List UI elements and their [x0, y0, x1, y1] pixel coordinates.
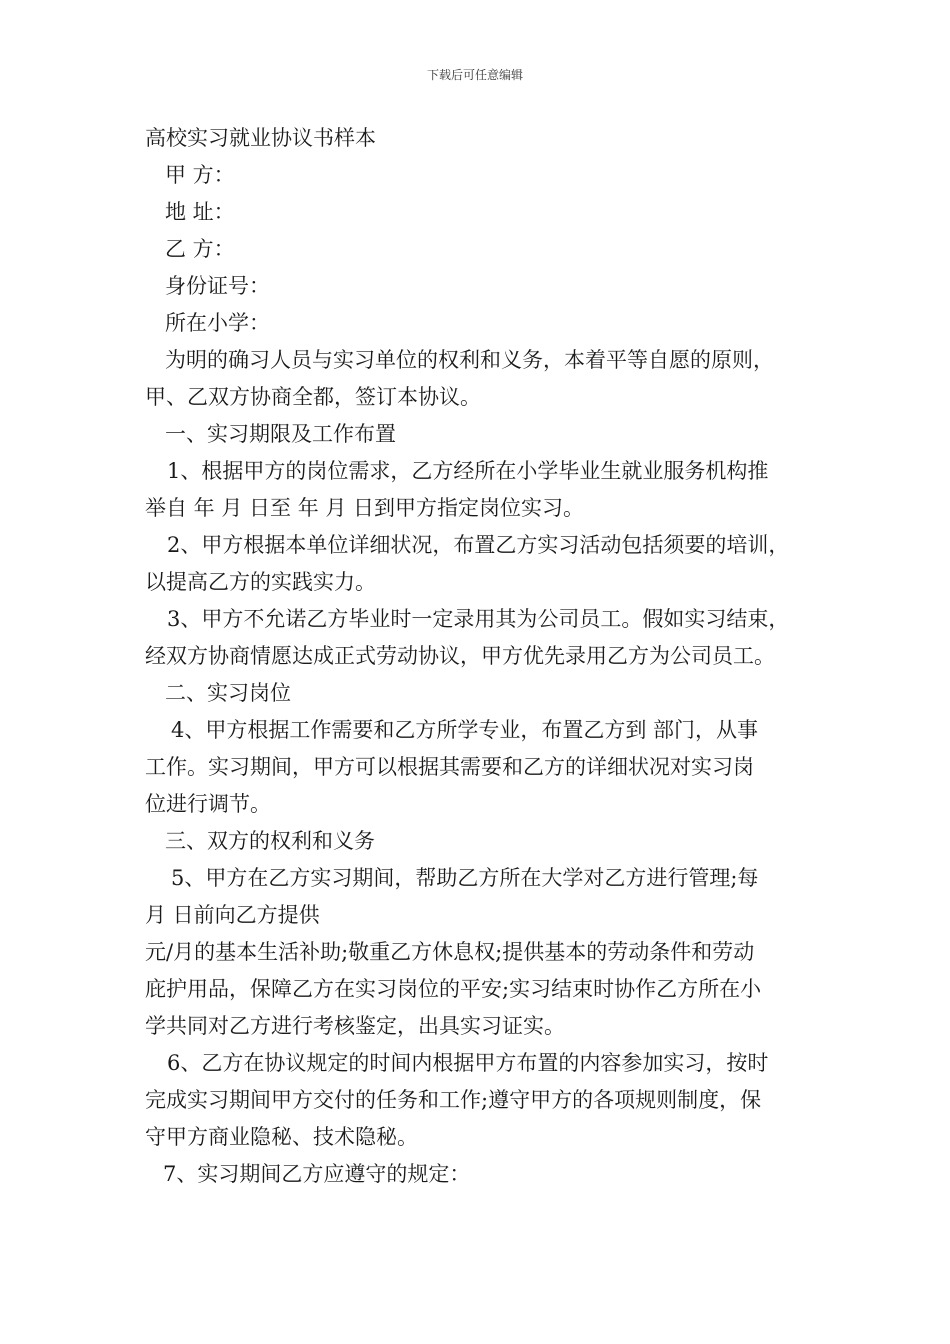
clause-2-line: 2、甲方根据本单位详细状况，布置乙方实习活动包括须要的培训， — [167, 533, 790, 557]
clause-4-line: 工作。实习期间，甲方可以根据其需要和乙方的详细状况对实习岗 — [145, 755, 754, 779]
section-heading-1: 一、实习期限及工作布置 — [165, 422, 396, 446]
field-id-number: 身份证号： — [165, 274, 270, 298]
clause-1-line: 1、根据甲方的岗位需求，乙方经所在小学毕业生就业服务机构推 — [167, 459, 769, 483]
section-heading-3: 三、双方的权利和义务 — [165, 829, 375, 853]
clause-2-line: 以提高乙方的实践实力。 — [145, 570, 376, 594]
section-heading-2: 二、实习岗位 — [165, 681, 291, 705]
clause-3-line: 经双方协商情愿达成正式劳动协议，甲方优先录用乙方为公司员工。 — [145, 644, 775, 668]
clause-6-line: 守甲方商业隐秘、技术隐秘。 — [145, 1125, 418, 1149]
clause-5-line: 元/月的基本生活补助;敬重乙方休息权;提供基本的劳动条件和劳动 — [145, 940, 755, 964]
field-party-a: 甲 方： — [165, 163, 235, 187]
clause-6-line: 6、乙方在协议规定的时间内根据甲方布置的内容参加实习，按时 — [167, 1051, 769, 1075]
clause-4-line: 4、甲方根据工作需要和乙方所学专业，布置乙方到 部门，从事 — [171, 718, 759, 742]
field-address: 地 址： — [165, 200, 235, 224]
clause-1-line: 举自 年 月 日至 年 月 日到甲方指定岗位实习。 — [145, 496, 585, 520]
intro-paragraph-line: 甲、乙双方协商全都，签订本协议。 — [145, 385, 481, 409]
clause-6-line: 完成实习期间甲方交付的任务和工作;遵守甲方的各项规则制度，保 — [145, 1088, 762, 1112]
clause-7-line: 7、实习期间乙方应遵守的规定： — [163, 1162, 471, 1186]
agreement-document — [145, 120, 835, 1193]
page-header-note: 下载后可任意编辑 — [426, 68, 523, 82]
clause-5-line: 学共同对乙方进行考核鉴定，出具实习证实。 — [145, 1014, 565, 1038]
clause-4-line: 位进行调节。 — [145, 792, 271, 816]
clause-3-line: 3、甲方不允诺乙方毕业时一定录用其为公司员工。假如实习结束， — [167, 607, 790, 631]
clause-5-line: 5、甲方在乙方实习期间，帮助乙方所在大学对乙方进行管理;每 — [171, 866, 759, 890]
clause-5-line: 庇护用品，保障乙方在实习岗位的平安;实习结束时协作乙方所在小 — [145, 977, 762, 1001]
intro-paragraph-line: 为明的确习人员与实习单位的权利和义务，本着平等自愿的原则， — [165, 348, 774, 372]
field-party-b: 乙 方： — [165, 237, 235, 261]
field-school: 所在小学： — [165, 311, 270, 335]
document-title: 高校实习就业协议书样本 — [145, 126, 376, 150]
clause-5-line: 月 日前向乙方提供 — [145, 903, 320, 927]
